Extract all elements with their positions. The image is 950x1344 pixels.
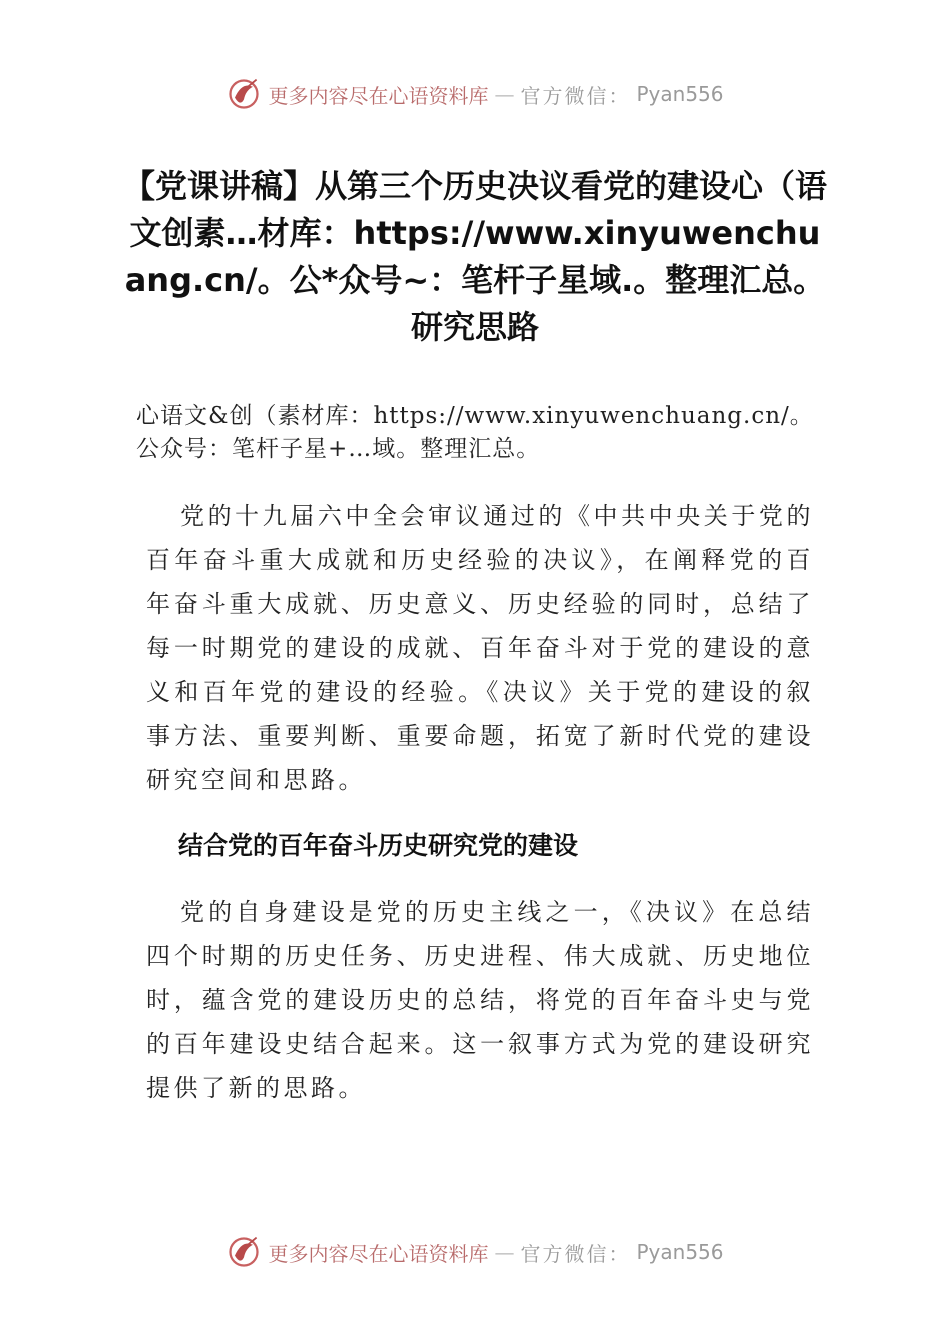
logo-icon [226,76,262,112]
document-title: 【党课讲稿】从第三个历史决议看党的建设心（语文创素…材库：https://www.xinyuwenchuang.cn/。公*众号~：笔杆子星域.。整理汇总。研究思路 [122,167,827,346]
watermark-side-text: 官方微信： [520,83,631,108]
watermark-wechat-id: Pyan556 [636,82,724,106]
watermark-wechat-id: Pyan556 [636,1240,724,1264]
watermark-separator: — [494,82,515,106]
paragraph-2: 党的自身建设是党的历史主线之一，《决议》在总结四个时期的历史任务、历史进程、伟大成就、历史地位时，蕴含党的建设历史的总结，将党的百年奋斗史与党的百年建设史结合起来。这一叙事方式为党的建设研究提供了新的思路。 [146,898,814,1102]
watermark-side-text: 官方微信： [520,1241,631,1266]
paragraph-1: 党的十九届六中全会审议通过的《中共中央关于党的百年奋斗重大成就和历史经验的决议》，在阐释党的百年奋斗重大成就、历史意义、历史经验的同时，总结了每一时期党的建设的成就、百年奋斗对于党的建设的意义和百年党的建设的经验。《决议》关于党的建设的叙事方法、重要判断、重要命题，拓宽了新时代党的建设研究空间和思路。 [146,502,814,794]
watermark-main-text: 更多内容尽在心语资料库 [268,1241,489,1266]
source-line: 心语文&创（素材库：https://www.xinyuwenchuang.cn/。公众号：笔杆子星+…域。整理汇总。 [136,403,814,462]
section-heading: 结合党的百年奋斗历史研究党的建设 [178,831,579,860]
watermark-main-text: 更多内容尽在心语资料库 [268,83,489,108]
logo-icon [226,1234,262,1270]
header-watermark [0,74,950,114]
footer-watermark [0,1232,950,1272]
watermark-separator: — [494,1240,515,1264]
